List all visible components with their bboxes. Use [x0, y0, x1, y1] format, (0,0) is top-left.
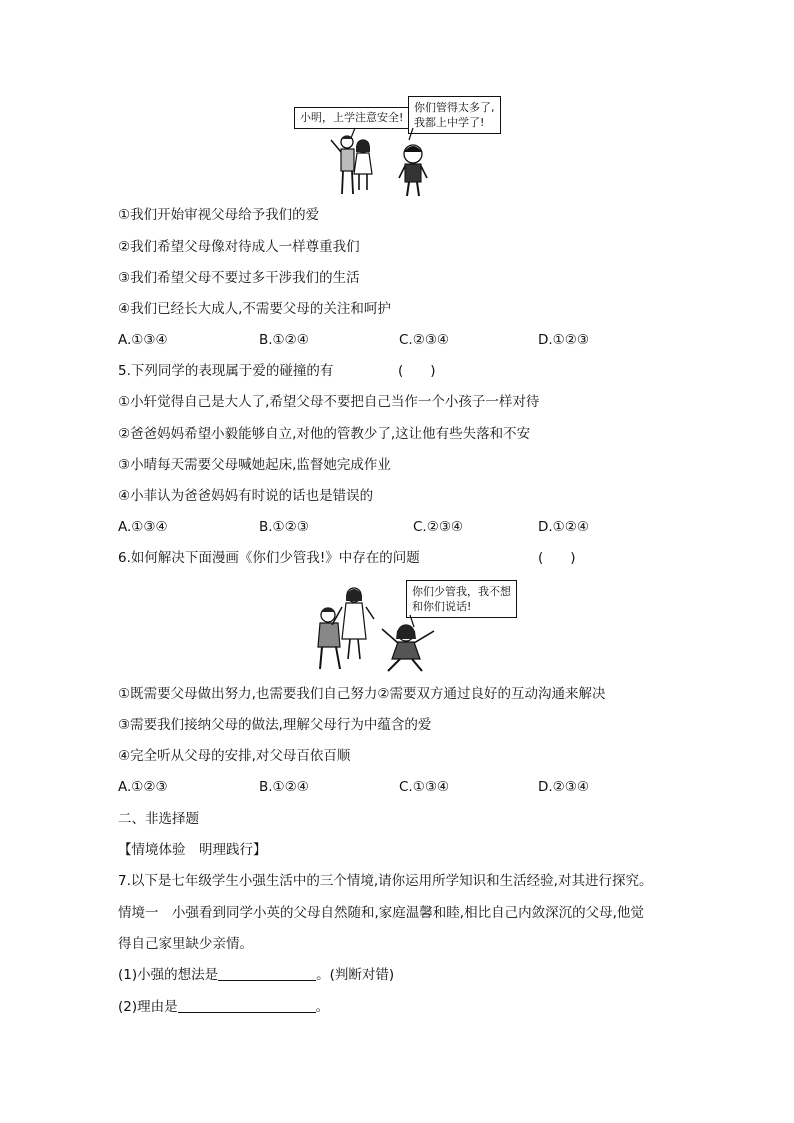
comic2-speech-line2: 和你们说话!	[412, 600, 472, 613]
q7-sub1-suffix: 。(判断对错)	[316, 967, 395, 983]
q7-scene1-line2: 得自己家里缺少亲情。	[118, 936, 253, 952]
q7-sub2-answer-blank[interactable]	[178, 998, 316, 1013]
q7-sub2	[118, 998, 329, 1016]
q4-option-a[interactable]: A.①③④	[118, 332, 168, 348]
q6-item-1: ①既需要父母做出努力,也需要我们自己努力②需要双方通过良好的互动沟通来解决	[118, 686, 606, 702]
section2-title: 二、非选择题	[118, 811, 199, 827]
q6-stem: 6.如何解决下面漫画《你们少管我!》中存在的问题	[118, 550, 420, 566]
q5-options	[118, 518, 678, 536]
q4-option-b[interactable]: B.①②④	[259, 332, 309, 348]
q6-item-2: ③需要我们接纳父母的做法,理解父母行为中蕴含的爱	[118, 717, 432, 733]
q4-option-d[interactable]: D.①②③	[538, 332, 589, 348]
q7-sub1-answer-blank[interactable]	[218, 966, 316, 981]
q4-options	[118, 331, 678, 349]
q7-sub1-prefix: (1)小强的想法是	[118, 967, 219, 983]
section2-subtitle: 【情境体验 明理践行】	[118, 842, 267, 858]
q5-option-d[interactable]: D.①②④	[538, 519, 589, 535]
q7-stem: 7.以下是七年级学生小强生活中的三个情境,请你运用所学知识和生活经验,对其进行探究。	[118, 873, 653, 889]
q6-answer-paren[interactable]: ( )	[538, 550, 576, 566]
q6-option-b[interactable]: B.①②④	[259, 779, 309, 795]
child-speech-line1: 你们管得太多了,	[414, 101, 495, 114]
q6-option-a[interactable]: A.①②③	[118, 779, 168, 795]
q5-item-4: ④小菲认为爸爸妈妈有时说的话也是错误的	[118, 488, 374, 504]
q7-sub1	[118, 966, 394, 984]
child-speech-line2: 我都上中学了!	[414, 116, 485, 129]
q4-item-4: ④我们已经长大成人,不需要父母的关注和呵护	[118, 301, 391, 317]
q5-option-a[interactable]: A.①③④	[118, 519, 168, 535]
comic2-figures-illustration	[310, 585, 450, 675]
q5-option-b[interactable]: B.①②③	[259, 519, 309, 535]
q7-sub2-suffix: 。	[315, 999, 330, 1015]
comic2-speech-line1: 你们少管我，我不想	[412, 585, 511, 598]
q6-options	[118, 778, 678, 796]
q7-sub2-prefix: (2)理由是	[118, 999, 178, 1015]
q5-answer-paren[interactable]: ( )	[398, 363, 436, 379]
q4-item-2: ②我们希望父母像对待成人一样尊重我们	[118, 239, 360, 255]
q6-option-d[interactable]: D.②③④	[538, 779, 589, 795]
q5-item-3: ③小晴每天需要父母喊她起床,监督她完成作业	[118, 457, 391, 473]
parent-speech-text: 小明，上学注意安全!	[300, 111, 404, 124]
q5-item-1: ①小轩觉得自己是大人了,希望父母不要把自己当作一个小孩子一样对待	[118, 394, 540, 410]
q4-option-c[interactable]: C.②③④	[399, 332, 450, 348]
q4-item-1: ①我们开始审视父母给予我们的爱	[118, 207, 320, 223]
q5-option-c[interactable]: C.②③④	[413, 519, 464, 535]
comic-figures-illustration	[325, 122, 445, 202]
q6-option-c[interactable]: C.①③④	[399, 779, 450, 795]
q5-item-2: ②爸爸妈妈希望小毅能够自立,对他的管教少了,这让他有些失落和不安	[118, 426, 531, 442]
q7-scene1-line1: 情境一 小强看到同学小英的父母自然随和,家庭温馨和睦,相比自己内敛深沉的父母,他觉	[118, 905, 644, 921]
q4-item-3: ③我们希望父母不要过多干涉我们的生活	[118, 270, 360, 286]
q6-item-3: ④完全听从父母的安排,对父母百依百顺	[118, 748, 351, 764]
q5-stem: 5.下列同学的表现属于爱的碰撞的有	[118, 363, 334, 379]
